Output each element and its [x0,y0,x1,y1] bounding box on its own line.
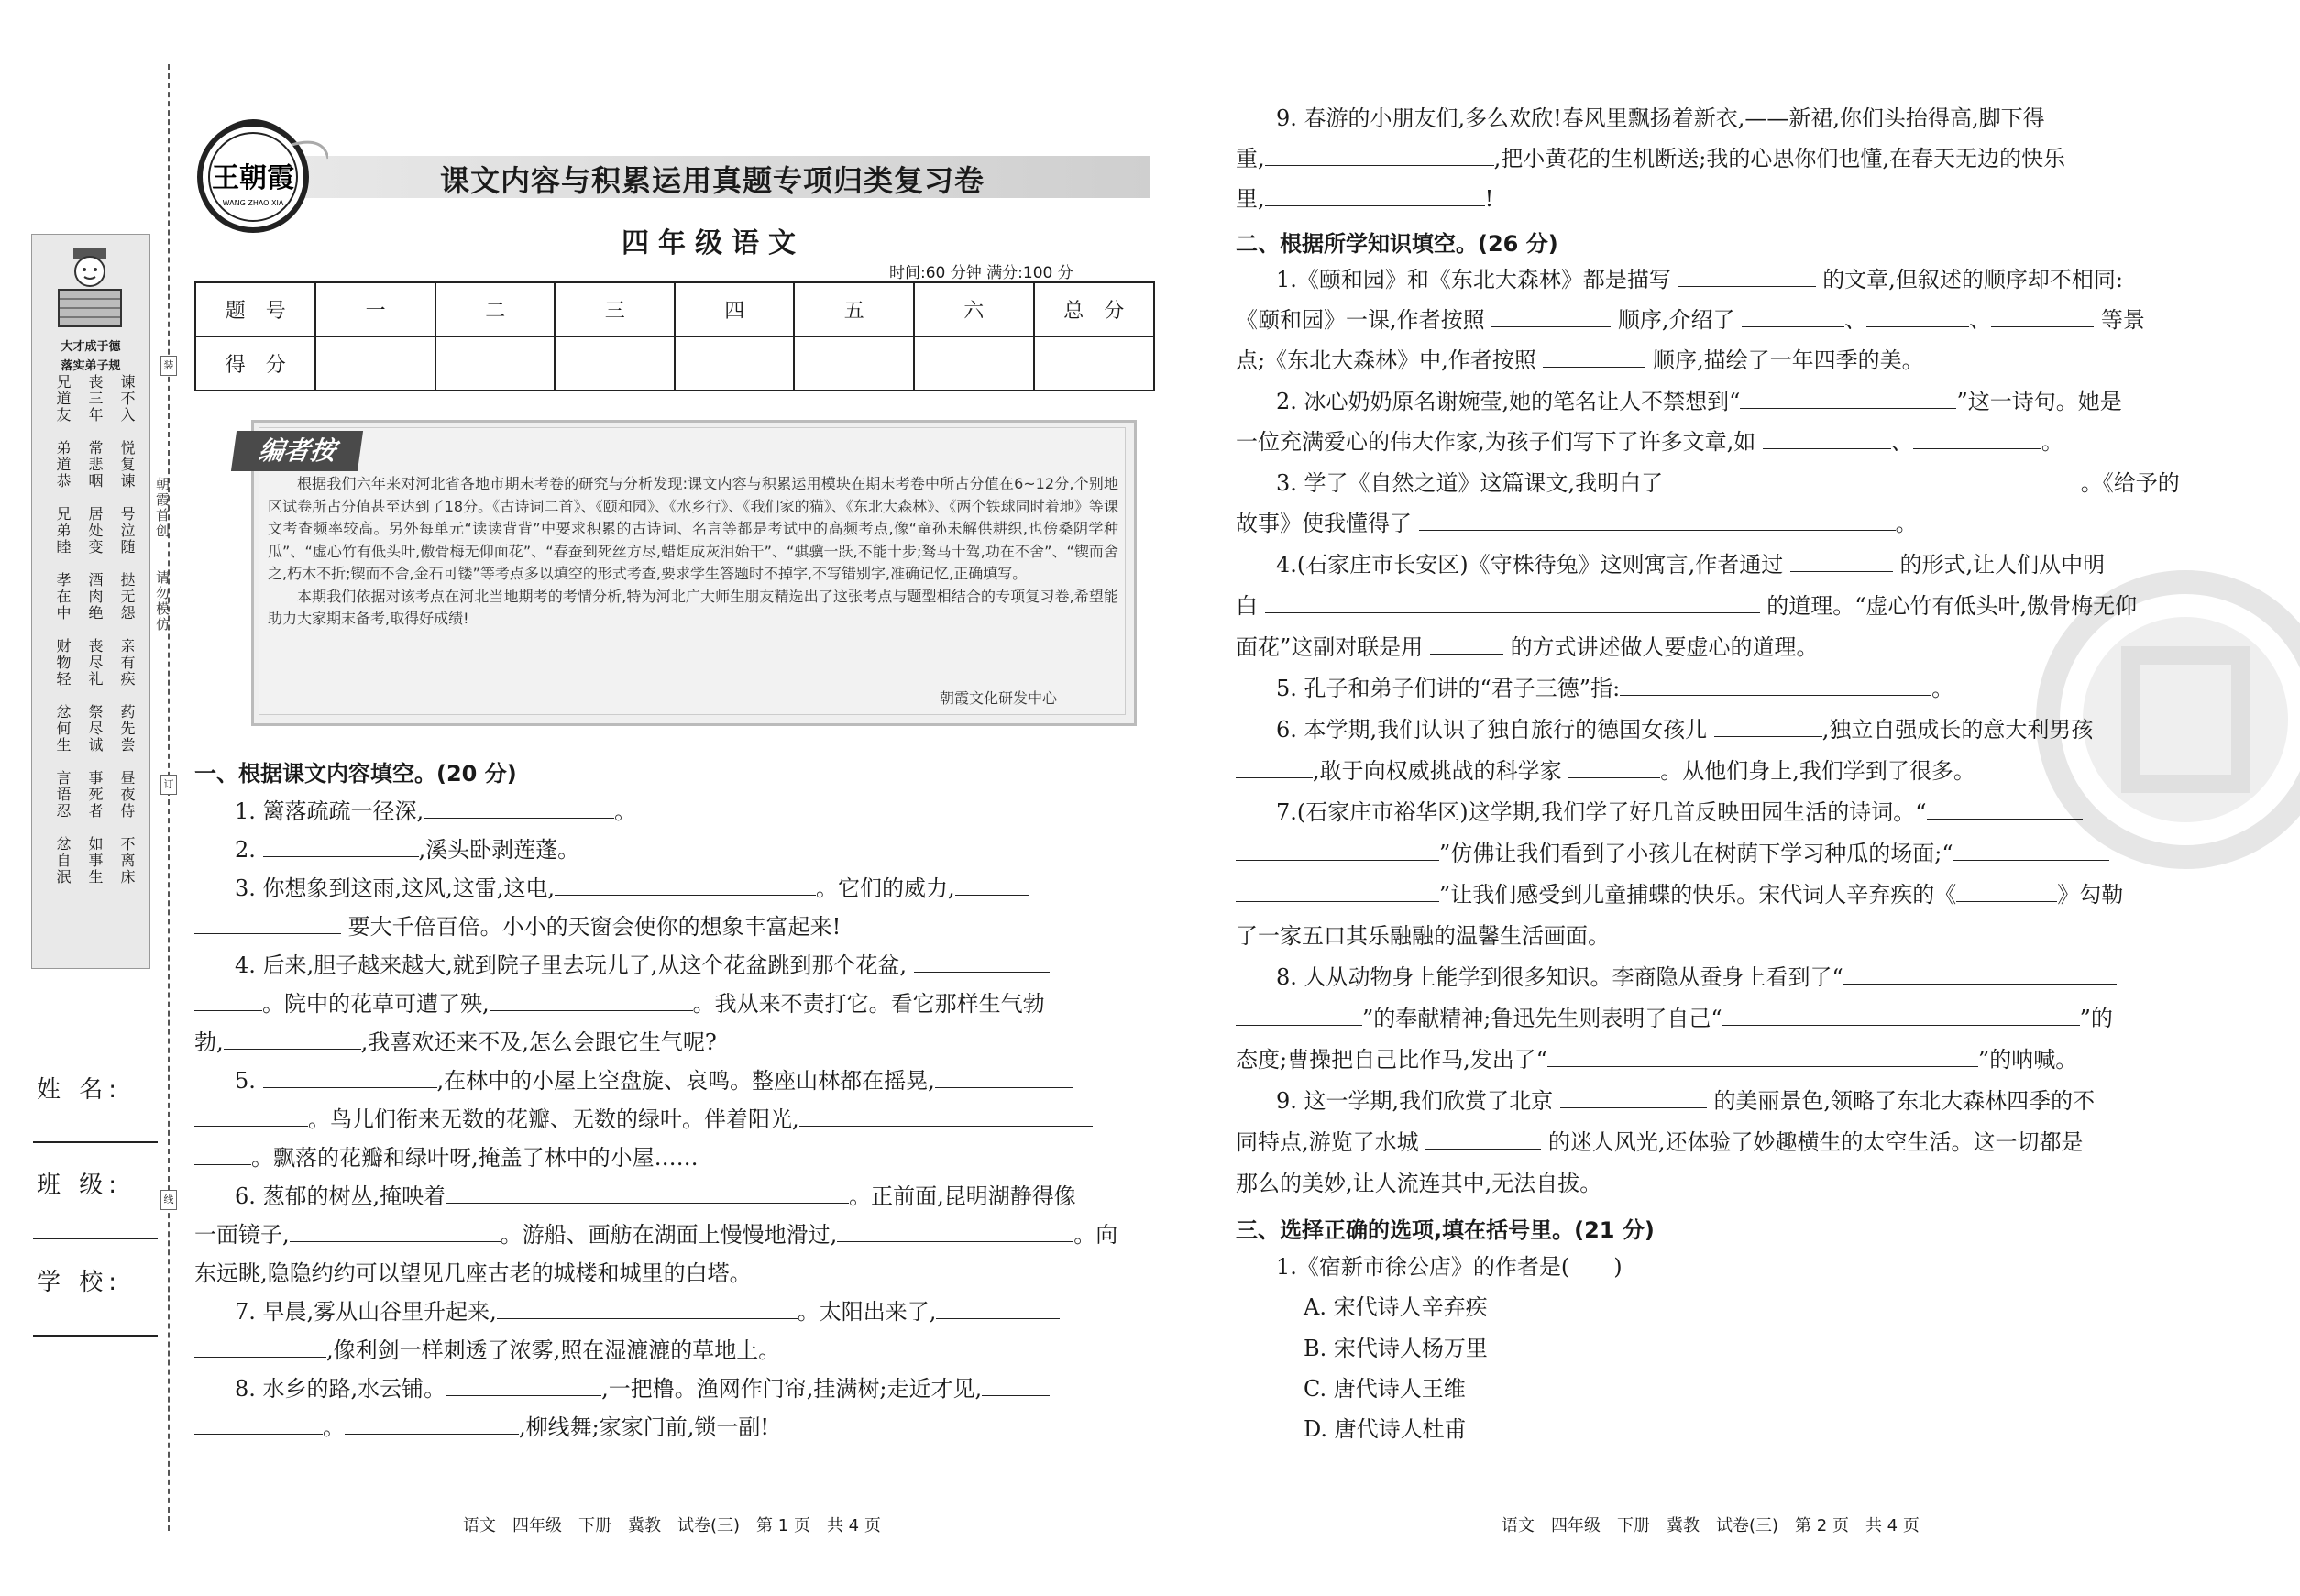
question-line: ”的奉献精神;鲁迅先生则表明了自己“ ”的 [1236,1005,2113,1032]
question-line: 东远眺,隐隐约约可以望见几座古老的城楼和城里的白塔。 [194,1260,752,1286]
question-line: 1.《颐和园》和《东北大森林》都是描写 的文章,但叙述的顺序却不相同: [1276,267,2123,292]
question-line: 6. 葱郁的树丛,掩映着 。正前面,昆明湖静得像 [235,1183,1076,1209]
dizigui-column: 事死者 [86,770,104,820]
question-line: ,敢于向权威挑战的科学家 。从他们身上,我们学到了很多。 [1236,757,1975,785]
answer-blank[interactable] [490,990,693,1011]
score-cell[interactable] [675,336,795,391]
name-label: 姓 名: [37,1076,123,1104]
score-header: 二 [435,282,556,336]
answer-blank[interactable] [1265,145,1494,166]
dizigui-column: 兄弟睦 [54,506,72,556]
binding-dashed-line [168,64,170,1531]
question-line: 。飘落的花瓣和绿叶呀,掩盖了林中的小屋…… [194,1144,699,1172]
answer-blank[interactable] [194,1106,308,1127]
answer-blank[interactable] [1670,469,2081,490]
question-line: 2. 冰心奶奶原名谢婉莹,她的笔名让人不禁想到“ ”这一诗句。她是 [1276,389,2122,414]
answer-blank[interactable] [424,798,614,819]
score-cell[interactable] [794,336,914,391]
question-line: ”让我们感受到儿童捕蝶的快乐。宋代词人辛弃疾的《 》勾勒 [1236,881,2123,908]
score-header: 一 [315,282,435,336]
motto-line: 落实弟子规 [61,359,121,373]
answer-blank[interactable] [982,1375,1050,1396]
answer-blank[interactable] [290,1221,501,1242]
dizigui-column: 亲有疾 [118,638,136,688]
name-field[interactable] [33,1141,158,1143]
dizigui-column: 祭尽诚 [86,704,104,754]
question-line: 1.《宿新市徐公店》的作者是( ) [1276,1254,1623,1280]
score-cell[interactable] [315,336,435,391]
answer-blank[interactable] [1956,881,2057,902]
option-b[interactable]: B. 宋代诗人杨万里 [1304,1336,1488,1361]
answer-blank[interactable] [1620,675,1931,696]
answer-blank[interactable] [837,1221,1073,1242]
answer-blank[interactable] [345,1414,519,1435]
answer-blank[interactable] [1430,633,1503,655]
question-line: 。院中的花草可遭了殃, 。我从来不责打它。看它那样生气勃 [194,990,1045,1018]
exam-meta: 时间:60 分钟 满分:100 分 [889,264,1073,282]
question-line: 3. 你想象到这雨,这风,这雷,这电, 。它们的威力, [235,875,1029,902]
score-header: 四 [675,282,795,336]
answer-blank[interactable] [555,875,816,896]
question-line: ,像利剑一样刺透了浓雾,照在湿漉漉的草地上。 [194,1337,780,1364]
answer-blank[interactable] [194,913,341,934]
question-line: 了一家五口其乐融融的温馨生活画面。 [1236,923,1610,949]
question-line: 一面镜子, 。游船、画舫在湖面上慢慢地滑过, 。向 [194,1222,1118,1248]
answer-blank[interactable] [194,990,262,1011]
question-line: 9. 春游的小朋友们,多么欢欣!春风里飘扬着新衣,——新裙,你们头抬得高,脚下得 [1276,105,2045,131]
answer-blank[interactable] [263,836,419,857]
binding-seal-zhuang: 装 [160,356,177,376]
answer-blank[interactable] [1236,881,1439,902]
dizigui-column: 弟道恭 [54,440,72,490]
answer-blank[interactable] [263,1067,437,1088]
question-line: 3. 学了《自然之道》这篇课文,我明白了 。《给予的 [1276,470,2180,496]
answer-blank[interactable] [224,1029,361,1050]
footer-page-1: 语文 四年级 下册 冀教 试卷(三) 第 1 页 共 4 页 [463,1516,881,1535]
motto-line: 大才成于德 [61,340,121,354]
answer-blank[interactable] [1913,428,2041,449]
dizigui-column: 悦复谏 [118,440,136,490]
binding-note-original: 朝霞首创 [154,477,171,539]
question-line: 同特点,游览了水城 的迷人风光,还体验了妙趣横生的太空生活。这一切都是 [1236,1129,2084,1155]
binding-motto [37,337,145,376]
answer-blank[interactable] [1547,1046,1978,1067]
answer-blank[interactable] [799,1106,1093,1127]
option-c[interactable]: C. 唐代诗人王维 [1304,1376,1466,1402]
question-line: 点;《东北大森林》中,作者按照 顺序,描绘了一年四季的美。 [1236,347,1924,373]
dizigui-column: 不离床 [118,836,136,886]
school-label: 学 校: [37,1269,123,1296]
dizigui-column: 忿何生 [54,704,72,754]
answer-blank[interactable] [194,1414,323,1435]
answer-blank[interactable] [1991,306,2094,327]
question-line: 6. 本学期,我们认识了独自旅行的德国女孩儿 ,独立自强成长的意大利男孩 [1276,717,2094,743]
answer-blank[interactable] [935,1067,1073,1088]
dizigui-column: 孝在中 [54,572,72,622]
dizigui-column: 财物轻 [54,638,72,688]
answer-blank[interactable] [1236,840,1439,861]
dizigui-column: 药先尝 [118,704,136,754]
answer-blank[interactable] [1236,1005,1362,1026]
question-line: ”仿佛让我们看到了小孩儿在树荫下学习种瓜的场面;“ [1236,840,2109,867]
question-line: 白 的道理。“虚心竹有低头叶,傲骨梅无仰 [1236,593,2138,619]
answer-blank[interactable] [1742,306,1844,327]
editor-paragraph: 本期我们依据对该考点在河北当地期考的考情分析,特为河北广大师生朋友精选出了这张考点与题型相结合的专项复习卷,希望能助力大家期末备考,取得好成绩! [268,587,1118,627]
answer-blank[interactable] [1543,347,1645,368]
answer-blank[interactable] [194,1144,251,1165]
score-header: 五 [794,282,914,336]
scholar-cartoon-icon [46,240,134,336]
section-2-heading: 二、根据所学知识填空。(26 分) [1236,231,1558,257]
score-header: 题 号 [195,282,315,336]
option-a[interactable]: A. 宋代诗人辛弃疾 [1304,1294,1488,1320]
editor-note-tag: 编者按 [231,431,363,471]
question-line: 。 ,柳线舞;家家门前,锁一副! [194,1414,769,1441]
question-line: 5. 孔子和弟子们讲的“君子三德”指: 。 [1276,676,1954,701]
question-line: 4.(石家庄市长安区)《守株待兔》这则寓言,作者通过 的形式,让人们从中明 [1276,552,2106,578]
question-line: 那么的美妙,让人流连其中,无法自拔。 [1236,1171,1602,1196]
dizigui-column: 丧三年 [86,374,104,424]
question-line: 面花”这副对联是用 的方式讲述做人要虚心的道理。 [1236,634,1819,660]
footer-page-2: 语文 四年级 下册 冀教 试卷(三) 第 2 页 共 4 页 [1502,1516,1920,1535]
score-header: 总 分 [1034,282,1154,336]
answer-blank[interactable] [1866,306,1969,327]
answer-blank[interactable] [955,875,1029,896]
editor-note-body [268,473,1118,631]
question-line: 7. 早晨,雾从山谷里升起来, 。太阳出来了, [235,1298,1060,1326]
dizigui-column: 兄道友 [54,374,72,424]
score-cell[interactable] [914,336,1034,391]
question-line: 故事》使我懂得了 。 [1236,511,1918,536]
question-line: 。鸟儿们衔来无数的花瓣、无数的绿叶。伴着阳光, [194,1106,1093,1133]
question-line: 《颐和园》一课,作者按照 顺序,介绍了 、 、 等景 [1236,307,2145,333]
subject-title: 四年级语文 [622,227,805,259]
answer-blank[interactable] [1678,266,1816,287]
answer-blank[interactable] [446,1183,849,1204]
answer-blank[interactable] [1843,963,2117,985]
dizigui-column: 号泣随 [118,506,136,556]
answer-blank[interactable] [1953,840,2109,861]
wangzhaoxia-logo-icon [191,108,328,246]
score-table [194,281,1155,391]
answer-blank[interactable] [936,1298,1060,1319]
answer-blank[interactable] [1740,388,1956,409]
answer-blank[interactable] [1265,592,1760,613]
dizigui-column: 如事生 [86,836,104,886]
logo-text: 王朝霞 [212,162,294,194]
answer-blank[interactable] [1419,510,1896,531]
question-line: 1. 篱落疏疏一径深, 。 [235,798,637,824]
dizigui-column: 挞无怨 [118,572,136,622]
score-cell[interactable] [435,336,556,391]
score-header: 六 [914,282,1034,336]
answer-blank[interactable] [497,1298,798,1319]
score-cell[interactable] [1034,336,1154,391]
section-1-heading: 一、根据课文内容填空。(20 分) [194,761,517,787]
answer-blank[interactable] [1568,757,1660,778]
question-line: 勃, ,我喜欢还来不及,怎么会跟它生气呢? [194,1029,717,1055]
section-3-heading: 三、选择正确的选项,填在括号里。(21 分) [1236,1217,1655,1243]
dizigui-text [53,374,136,886]
dizigui-column: 谏不入 [118,374,136,424]
question-line: 一位充满爱心的伟大作家,为孩子们写下了许多文章,如 、 。 [1236,429,2063,455]
answer-blank[interactable] [1722,1005,2080,1026]
option-d[interactable]: D. 唐代诗人杜甫 [1304,1416,1467,1442]
dizigui-column: 居处变 [86,506,104,556]
answer-blank[interactable] [1790,551,1893,572]
binding-note-nocopy: 请勿模仿 [154,570,171,633]
answer-blank[interactable] [914,952,1050,973]
editor-signature: 朝霞文化研发中心 [940,689,1058,707]
answer-blank[interactable] [1927,798,2083,820]
score-row-label: 得 分 [195,336,315,391]
class-label: 班 级: [37,1172,123,1199]
score-cell[interactable] [555,336,675,391]
question-line: 态度;曹操把自己比作马,发出了“ ”的呐喊。 [1236,1047,2078,1073]
dizigui-column: 常悲咽 [86,440,104,490]
class-field[interactable] [33,1238,158,1239]
answer-blank[interactable] [194,1337,326,1358]
question-line: 2. ,溪头卧剥莲蓬。 [235,837,580,863]
dizigui-column: 言语忍 [54,770,72,820]
answer-blank[interactable] [1763,428,1891,449]
dizigui-column: 忿自泯 [54,836,72,886]
question-line: 8. 人从动物身上能学到很多知识。李商隐从蚕身上看到了“ [1276,963,2117,991]
answer-blank[interactable] [1491,306,1611,327]
answer-blank[interactable] [446,1375,601,1396]
answer-blank[interactable] [1560,1087,1707,1108]
question-line: 里, ! [1236,186,1494,212]
score-header: 三 [555,282,675,336]
dizigui-column: 昼夜侍 [118,770,136,820]
page-title: 课文内容与积累运用真题专项归类复习卷 [440,163,985,198]
question-line: 8. 水乡的路,水云铺。 ,一把橹。渔网作门帘,挂满树;走近才见, [235,1375,1050,1403]
question-line: 重, ,把小黄花的生机断送;我的心思你们也懂,在春天无边的快乐 [1236,146,2065,171]
question-line: 9. 这一学期,我们欣赏了北京 的美丽景色,领略了东北大森林四季的不 [1276,1088,2096,1114]
answer-blank[interactable] [1425,1128,1541,1150]
dizigui-column: 丧尽礼 [86,638,104,688]
editor-paragraph: 根据我们六年来对河北省各地市期末考卷的研究与分析发现:课文内容与积累运用模块在期末考卷中所占分值在6~12分,个别地区试卷所占分值甚至达到了18分。《古诗词二首》、《颐和园》、《水乡行》、《我们家的猫》、《东北大森林》、《两个铁球同时着地》等课文考查频率较高。另外每单元“读读背背”中要求积累的古诗词、名言等都是考试中的高频考点,像“童孙未解供耕织,也傍桑阴学种瓜”、“虚心竹有低头叶,傲骨梅无仰面花”、“春蚕到死丝方尽,蜡炬成灰泪始干”、“骐骥一跃,不能十步;驽马十驾,功在不舍”、“锲而舍之,朽木不折;锲而不舍,金石可镂”等考点多以填空的形式考查,要求学生答题时不掉字,不写错别字,准确记忆,正确填写。 [268,475,1118,582]
question-line: 7.(石家庄市裕华区)这学期,我们学了好几首反映田园生活的诗词。“ [1276,798,2083,826]
question-line: 5. ,在林中的小屋上空盘旋、哀鸣。整座山林都在摇晃, [235,1067,1073,1095]
dizigui-column: 酒肉绝 [86,572,104,622]
logo-subtext: WANG ZHAO XIA [222,199,284,207]
school-field[interactable] [33,1335,158,1337]
binding-seal-xian: 线 [160,1190,177,1210]
question-line: 要大千倍百倍。小小的天窗会使你的想象丰富起来! [194,913,841,941]
answer-blank[interactable] [1265,185,1485,206]
answer-blank[interactable] [1714,716,1822,737]
binding-seal-ding: 订 [160,775,177,795]
answer-blank[interactable] [1236,757,1313,778]
question-line: 4. 后来,胆子越来越大,就到院子里去玩儿了,从这个花盆跳到那个花盆, [235,952,1050,979]
